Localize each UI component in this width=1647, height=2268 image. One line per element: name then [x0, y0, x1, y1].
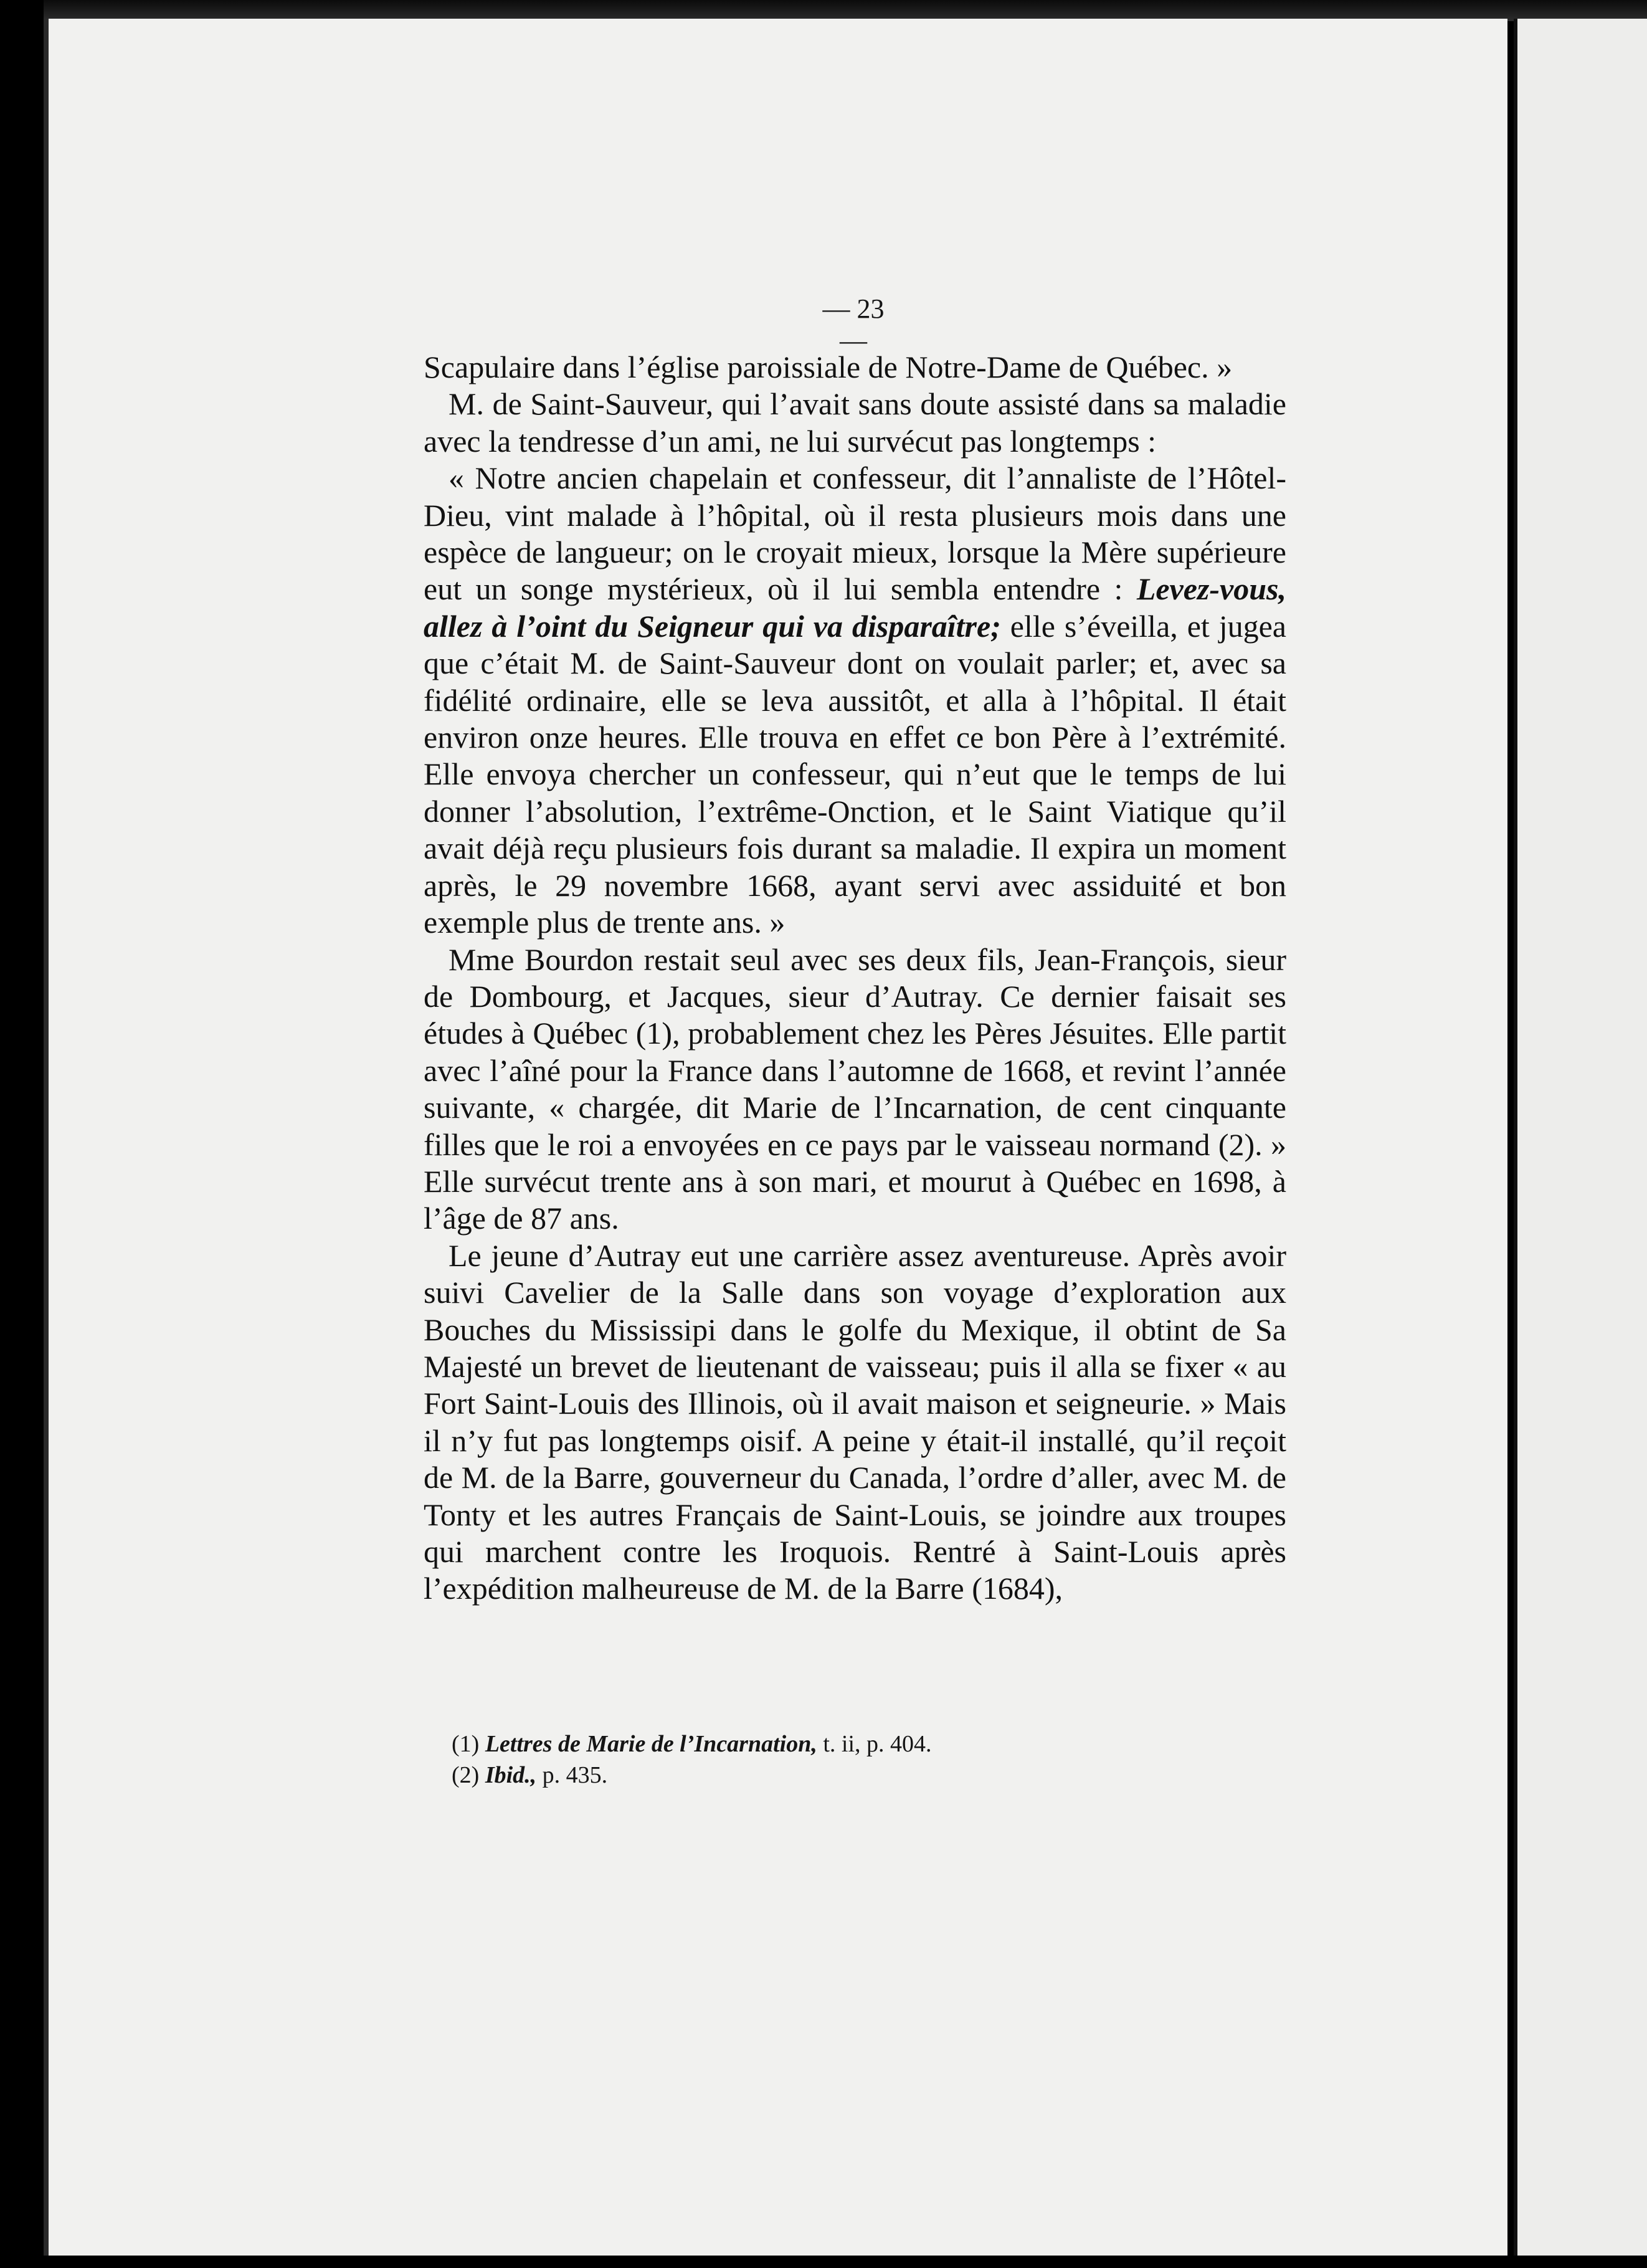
footnote-2-mark: (2) — [452, 1762, 480, 1788]
footnote-2-ref: p. 435. — [536, 1762, 608, 1788]
paragraph-4: Mme Bourdon restait seul avec ses deux fils, Jean-François, sieur de Dombourg, et Jacques, sieur d’Autray. Ce dernier faisait ses études à Québec (1), probablement chez les Pères Jésuites. Elle partit avec l’aîné pour la France dans l’automne de 1668, et revint l’année suivante, « chargée, dit Marie de l’Incarnation, de cent cinquante filles que le roi a envoyées en ce pays par le vaisseau normand (2). » Elle survécut trente ans à son mari, et mourut à Québec en 1698, à l’âge de 87 ans. — [424, 941, 1286, 1236]
paragraph-1: Scapulaire dans l’église paroissiale de Notre-Dame de Québec. » — [424, 350, 1233, 384]
paragraph-3-quote: Levez-vous, allez à l’oint du Seigneur qui va disparaître; — [424, 571, 1286, 644]
footnote-2-source: Ibid., — [485, 1762, 537, 1788]
paragraph-2: M. de Saint-Sauveur, qui l’avait sans doute assisté dans sa maladie avec la tendresse d’un ami, ne lui survécut pas longtemps : — [424, 386, 1286, 459]
footnote-2 — [452, 1760, 1261, 1791]
paragraph-5: Le jeune d’Autray eut une carrière assez aventureuse. Après avoir suivi Cavelier de la Salle dans son voyage d’exploration aux Bouches du Mississipi dans le golfe du Mexique, il obtint de Sa Majesté un brevet de lieutenant de vaisseau; puis il alla se fixer « au Fort Saint-Louis des Illinois, où il avait maison et seigneurie. » Mais il n’y fut pas longtemps oisif. A peine y était-il installé, qu’il reçoit de M. de la Barre, gouverneur du Canada, l’ordre d’aller, avec M. de Tonty et les autres Français de Saint-Louis, se joindre aux troupes qui marchent contre les Iroquois. Rentré à Saint-Louis après l’expédition malheureuse de M. de la Barre (1684), — [424, 1237, 1286, 1606]
footnote-1-mark: (1) — [452, 1731, 480, 1757]
book-top-edge — [44, 0, 1647, 21]
footnotes — [452, 1728, 1261, 1791]
body-text — [424, 349, 1286, 1608]
footnote-1-source: Lettres de Marie de l’Incarnation, — [485, 1731, 817, 1757]
footnote-1-ref: t. ii, p. 404. — [817, 1731, 932, 1757]
page-number: — 23 — — [822, 293, 885, 356]
paragraph-3-text-a: « Notre ancien chapelain et confesseur, dit l’annaliste de l’Hôtel-Dieu, vint malade à l’hôpital, où il resta plusieurs mois dans une espèce de langueur; on le croyait mieux, lorsque la Mère supérieure eut un songe mystérieux, où il lui sembla entendre : — [424, 460, 1286, 607]
footnote-1 — [452, 1728, 1261, 1760]
facing-page-edge — [1514, 19, 1647, 2256]
paragraph-3 — [424, 460, 1286, 941]
paragraph-3-text-b: elle s’éveilla, et jugea que c’était M. de Saint-Sauveur dont on voulait parler; et, avec sa fidélité ordinaire, elle se leva aussitôt, et alla à l’hôpital. Il était environ onze heures. Elle trouva en effet ce bon Père à l’extrémité. Elle envoya chercher un confesseur, qui n’eut que le temps de lui donner l’absolution, l’extrême-Onction, et le Saint Viatique qu’il avait déjà reçu plusieurs fois durant sa maladie. Il expira un moment après, le 29 novembre 1668, ayant servi avec assiduité et bon exemple plus de trente ans. » — [424, 608, 1286, 940]
